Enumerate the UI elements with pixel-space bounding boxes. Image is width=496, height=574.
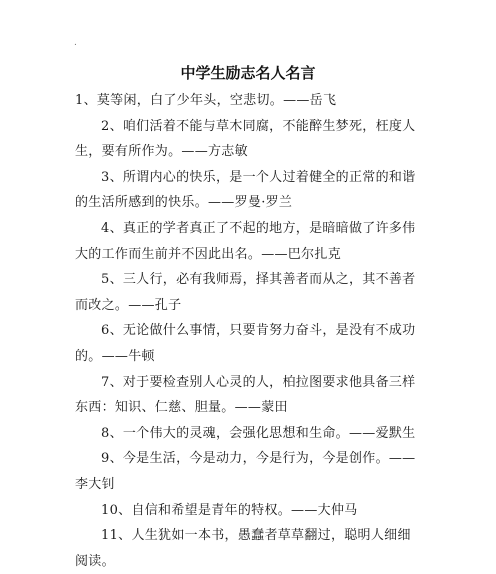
quote-item-6: 6、无论做什么事情，只要肯努力奋斗，是没有不成功的。——牛顿	[75, 323, 416, 364]
quote-item-1: 1、莫等闲，白了少年头，空悲切。——岳飞	[75, 93, 337, 108]
quote-item-8: 8、一个伟大的灵魂，会强化思想和生命。——爱默生	[101, 425, 416, 441]
quote-item-5: 5、三人行，必有我师焉，择其善者而从之，其不善者而改之。——孔子	[75, 272, 416, 313]
quote-item-11: 11、人生犹如一本书，愚蠢者草草翻过，聪明人细细阅读。	[75, 528, 411, 569]
quote-item-2: 2、咱们活着不能与草木同腐，不能醉生梦死，枉度人生，要有所作为。——方志敏	[75, 118, 416, 160]
quote-list	[75, 88, 423, 574]
quote-item-7: 7、对于要检查别人心灵的人，柏拉图要求他具备三样东西：知识、仁慈、胆量。——蒙田	[75, 374, 416, 416]
document-title: 中学生励志名人名言	[180, 64, 316, 82]
quote-item-10: 10、自信和希望是青年的特权。——大仲马	[101, 502, 358, 518]
quote-item-3: 3、所谓内心的快乐，是一个人过着健全的正常的和谐的生活所感到的快乐。——罗曼·罗兰	[75, 169, 416, 211]
quote-item-4: 4、真正的学者真正了不起的地方，是暗暗做了许多伟大的工作而生前并不因此出名。——巴尔扎克	[75, 220, 416, 262]
quote-item-9: 9、今是生活，今是动力，今是行为，今是创作。——李大钊	[75, 451, 416, 492]
page-mark: .	[74, 38, 77, 48]
